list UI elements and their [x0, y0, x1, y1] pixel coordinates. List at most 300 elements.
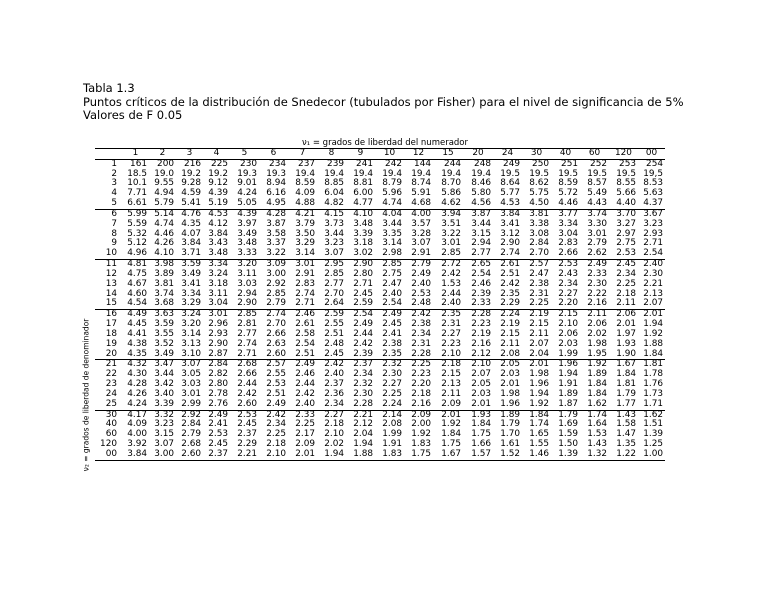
table-cell: 2.77 — [324, 278, 344, 289]
table-cell: 239 — [327, 158, 344, 169]
table-cell: 3.34 — [181, 288, 201, 299]
table-cell: 2.98 — [382, 248, 402, 259]
table-cell: 18.5 — [127, 168, 147, 179]
table-cell: 3.28 — [411, 228, 431, 239]
table-cell: 6.61 — [127, 198, 147, 209]
table-cell: 2.25 — [382, 388, 402, 399]
table-cell: 2.10 — [259, 450, 288, 460]
table-cell: 3.55 — [154, 328, 174, 339]
table-cell: 2.42 — [500, 278, 520, 289]
table-cell: 2.31 — [529, 288, 549, 299]
table-cell: 3.59 — [154, 319, 174, 330]
table-cell: 2.90 — [237, 298, 257, 309]
table-cell: 1.53 — [587, 429, 607, 440]
table-cell: 1.90 — [616, 348, 636, 359]
table-cell: 2.07 — [471, 369, 491, 380]
table-cell: 2.30 — [587, 278, 607, 289]
table-cell: 2.49 — [580, 260, 609, 270]
table-cell: 2.18 — [616, 288, 636, 299]
table-cell: 2.94 — [471, 238, 491, 249]
table-cell: 2.23 — [441, 338, 461, 349]
table-cell: 2.30 — [353, 388, 373, 399]
table-cell: 2.77 — [471, 248, 491, 259]
table-cell: 2.42 — [353, 338, 373, 349]
table-cell: 225 — [211, 158, 228, 169]
table-row — [95, 400, 665, 410]
table-cell: 1.98 — [529, 369, 549, 380]
table-cell: 237 — [298, 158, 315, 169]
table-cell: 2.45 — [353, 288, 373, 299]
table-cell: 5.63 — [643, 188, 663, 199]
table-cell: 2.48 — [411, 298, 431, 309]
table-cell: 2.37 — [346, 360, 375, 370]
row-header: 10 — [105, 248, 117, 259]
table-cell: 2.64 — [324, 298, 344, 309]
table-cell: 2.93 — [208, 328, 228, 339]
table-cell: 3.98 — [149, 260, 176, 270]
table-cell: 2.19 — [500, 319, 520, 330]
table-cell: 2.44 — [441, 288, 461, 299]
table-cell: 2.60 — [266, 348, 286, 359]
table-cell: 8.79 — [382, 178, 402, 189]
table-cell: 3.97 — [237, 218, 257, 229]
table-cell: 1.71 — [643, 398, 663, 409]
table-cell: 2.61 — [493, 260, 522, 270]
table-cell: 1.25 — [643, 439, 663, 450]
table-cell: 3.22 — [441, 228, 461, 239]
column-header: 2 — [159, 148, 166, 158]
table-cell: 2.49 — [288, 360, 317, 370]
table-cell: 4.62 — [441, 198, 461, 209]
table-cell: 2.62 — [587, 248, 607, 259]
table-cell: 3.87 — [266, 218, 286, 229]
table-cell: 3.29 — [295, 238, 315, 249]
table-cell: 2.30 — [643, 268, 663, 279]
table-cell: 2.51 — [295, 348, 315, 359]
table-cell: 2.91 — [295, 268, 315, 279]
table-cell: 3.50 — [295, 228, 315, 239]
table-cell: 6.00 — [353, 188, 373, 199]
row-header: 4 — [111, 188, 117, 199]
table-cell: 2.66 — [558, 248, 578, 259]
table-cell: 4.43 — [587, 198, 607, 209]
table-cell: 10.1 — [127, 178, 147, 189]
table-cell: 5.32 — [127, 228, 147, 239]
table-cell: 2.29 — [237, 439, 257, 450]
table-cell: 2.48 — [324, 338, 344, 349]
table-cell: 3.10 — [181, 348, 201, 359]
table-cell: 3.32 — [149, 410, 176, 420]
table-cell: 3.43 — [208, 238, 228, 249]
table-cell: 2.53 — [266, 379, 286, 390]
table-cell: 2.22 — [587, 288, 607, 299]
table-cell: 1.97 — [616, 328, 636, 339]
table-cell: 4.37 — [643, 198, 663, 209]
table-cell: 230 — [240, 158, 257, 169]
table-cell: 2.25 — [404, 360, 433, 370]
table-cell: 2.28 — [411, 348, 431, 359]
table-cell: 2.72 — [433, 260, 463, 270]
table-cell: 1.59 — [558, 429, 578, 440]
table-cell: 4.39 — [208, 188, 228, 199]
table-cell: 1.94 — [529, 388, 549, 399]
table-cell: 2.03 — [558, 338, 578, 349]
table-cell: 2.85 — [266, 288, 286, 299]
table-cell: 2.05 — [471, 379, 491, 390]
table-cell: 2.79 — [404, 260, 433, 270]
table-cell: 2.85 — [324, 268, 344, 279]
table-cell: 2.44 — [353, 328, 373, 339]
table-cell: 2.01 — [522, 360, 551, 370]
table-cell: 252 — [590, 158, 607, 169]
table-cell: 4.76 — [176, 209, 203, 219]
table-cell: 1.84 — [471, 419, 491, 430]
column-header: 6 — [270, 148, 277, 158]
table-cell: 2.24 — [382, 398, 402, 409]
table-cell: 2.01 — [288, 450, 317, 460]
table-cell: 3.59 — [176, 260, 203, 270]
table-cell: 2.38 — [411, 319, 431, 330]
table-row — [95, 450, 665, 460]
table-cell: 4.30 — [127, 369, 147, 380]
table-cell: 1.93 — [463, 410, 493, 420]
table-cell: 3.37 — [266, 238, 286, 249]
table-cell: 4.12 — [208, 218, 228, 229]
table-cell: 2.19 — [522, 310, 551, 320]
table-cell: 2.75 — [382, 268, 402, 279]
row-header: 12 — [105, 268, 117, 279]
table-cell: 2.34 — [353, 369, 373, 380]
table-cell: 3.52 — [154, 338, 174, 349]
table-cell: 2.40 — [411, 278, 431, 289]
table-cell: 3.68 — [154, 298, 174, 309]
table-cell: 2.83 — [295, 278, 315, 289]
table-cell: 2.30 — [382, 369, 402, 380]
table-cell: 2.85 — [441, 248, 461, 259]
table-cell: 234 — [269, 158, 286, 169]
table-cell: 2.42 — [441, 268, 461, 279]
table-cell: 1.77 — [616, 398, 636, 409]
table-cell: 1.83 — [411, 439, 431, 450]
table-cell: 1.53 — [441, 278, 461, 289]
table-cell: 3.18 — [353, 238, 373, 249]
table-cell: 2.40 — [324, 369, 344, 380]
table-cell: 242 — [385, 158, 402, 169]
table-cell: 5.91 — [411, 188, 431, 199]
table-cell: 9.28 — [181, 178, 201, 189]
table-cell: 4.74 — [154, 218, 174, 229]
table-cell: 2.12 — [471, 348, 491, 359]
table-cell: 2.77 — [237, 328, 257, 339]
table-cell: 2.66 — [237, 369, 257, 380]
table-cell: 4.28 — [127, 379, 147, 390]
table-cell: 2.58 — [295, 328, 315, 339]
table-cell: 2.43 — [558, 268, 578, 279]
table-cell: 2.10 — [324, 429, 344, 440]
table-cell: 1.69 — [558, 419, 578, 430]
row-header: 00 — [95, 450, 122, 460]
row-header: 14 — [105, 288, 117, 299]
table-cell: 1.92 — [441, 419, 461, 430]
table-cell: 2.08 — [382, 419, 402, 430]
table-cell: 1.39 — [551, 450, 580, 460]
table-cell: 3.70 — [609, 209, 638, 219]
table-cell: 1.57 — [463, 450, 493, 460]
table-cell: 2.31 — [411, 338, 431, 349]
table-cell: 2.27 — [382, 379, 402, 390]
table-cell: 2.18 — [324, 419, 344, 430]
table-cell: 2.57 — [522, 260, 551, 270]
table-cell: 8.46 — [471, 178, 491, 189]
table-cell: 2.49 — [203, 410, 230, 420]
table-cell: 2.71 — [295, 298, 315, 309]
table-cell: 2.51 — [266, 388, 286, 399]
table-cell: 3.09 — [259, 260, 288, 270]
table-cell: 2.82 — [208, 369, 228, 380]
table-cell: 2.33 — [587, 268, 607, 279]
table-cell: 1.88 — [346, 450, 375, 460]
table-cell: 2.90 — [208, 338, 228, 349]
table-cell: 3.34 — [203, 260, 230, 270]
table-cell: 4.00 — [127, 429, 147, 440]
table-cell: 2.08 — [500, 348, 520, 359]
table-cell: 1.73 — [643, 388, 663, 399]
table-cell: 2.25 — [295, 419, 315, 430]
table-cell: 2.90 — [500, 238, 520, 249]
table-cell: 4.82 — [324, 198, 344, 209]
table-cell: 2.01 — [500, 379, 520, 390]
table-cell: 248 — [474, 158, 491, 169]
row-header: 25 — [105, 398, 117, 409]
table-cell: 2.85 — [375, 260, 404, 270]
column-header: 24 — [501, 148, 514, 158]
table-cell: 2.06 — [558, 328, 578, 339]
table-cell: 5.77 — [500, 188, 520, 199]
table-cell: 2.29 — [500, 298, 520, 309]
table-cell: 1.35 — [616, 439, 636, 450]
table-cell: 2.51 — [324, 328, 344, 339]
table-cell: 19.4 — [441, 168, 461, 179]
table-cell: 2.78 — [208, 388, 228, 399]
table-cell: 3.44 — [382, 218, 402, 229]
table-cell: 1.96 — [529, 379, 549, 390]
table-cell: 3.48 — [208, 248, 228, 259]
table-cell: 2.94 — [237, 288, 257, 299]
table-cell: 2.54 — [382, 298, 402, 309]
table-cell: 3.04 — [208, 298, 228, 309]
table-cell: 241 — [356, 158, 373, 169]
table-cell: 8.64 — [500, 178, 520, 189]
table-cell: 2.76 — [208, 398, 228, 409]
table-cell: 8.55 — [616, 178, 636, 189]
table-cell: 2.55 — [324, 319, 344, 330]
table-cell: 3.13 — [181, 338, 201, 349]
column-header: 7 — [299, 148, 306, 158]
table-cell: 5.80 — [471, 188, 491, 199]
table-cell: 2.54 — [295, 338, 315, 349]
table-cell: 1.83 — [375, 450, 404, 460]
row-header: 40 — [105, 419, 117, 430]
table-cell: 2.59 — [353, 298, 373, 309]
table-cell: 251 — [561, 158, 578, 169]
table-cell: 2.60 — [176, 450, 203, 460]
table-cell: 2.99 — [181, 398, 201, 409]
table-cell: 3.44 — [154, 369, 174, 380]
table-body — [95, 159, 665, 460]
table-number: Tabla 1.3 — [83, 81, 135, 95]
table-cell: 1.79 — [551, 410, 580, 420]
table-cell: 2.33 — [471, 298, 491, 309]
table-cell: 19.5 — [529, 168, 549, 179]
table-cell: 3.42 — [154, 379, 174, 390]
table-cell: 4.75 — [127, 268, 147, 279]
table-cell: 2.84 — [203, 360, 230, 370]
table-cell: 4.32 — [122, 360, 149, 370]
table-cell: 1.51 — [643, 419, 663, 430]
table-cell: 2.10 — [463, 360, 493, 370]
table-cell: 2.49 — [266, 398, 286, 409]
table-cell: 2.42 — [259, 410, 288, 420]
table-cell: 2.10 — [441, 348, 461, 359]
table-cell: 4.45 — [127, 319, 147, 330]
table-cell: 3.12 — [500, 228, 520, 239]
table-cell: 4.35 — [127, 348, 147, 359]
table-cell: 1.74 — [580, 410, 609, 420]
table-cell: 1.94 — [643, 319, 663, 330]
table-cell: 3.74 — [154, 288, 174, 299]
table-cell: 2.02 — [587, 328, 607, 339]
table-cell: 1.92 — [411, 429, 431, 440]
f-distribution-table — [95, 148, 665, 461]
table-cell: 2.91 — [411, 248, 431, 259]
table-cell: 8.70 — [441, 178, 461, 189]
table-cell: 4.07 — [181, 228, 201, 239]
table-cell: 2.60 — [237, 398, 257, 409]
table-cell: 5.66 — [616, 188, 636, 199]
table-cell: 5.19 — [208, 198, 228, 209]
table-cell: 3.07 — [411, 238, 431, 249]
table-cell: 1.92 — [580, 360, 609, 370]
table-cell: 253 — [619, 158, 636, 169]
table-cell: 3.14 — [295, 248, 315, 259]
table-cell: 2.53 — [230, 410, 259, 420]
table-cell: 2.11 — [529, 328, 549, 339]
table-cell: 4.15 — [317, 209, 346, 219]
table-cell: 2.95 — [317, 260, 346, 270]
table-cell: 4.53 — [203, 209, 230, 219]
table-cell: 3.01 — [203, 310, 230, 320]
table-cell: 3.41 — [500, 218, 520, 229]
table-cell: 19.3 — [266, 168, 286, 179]
row-header: 17 — [105, 319, 117, 330]
column-header: 20 — [472, 148, 484, 158]
table-cell: 144 — [414, 158, 431, 169]
column-header: 40 — [559, 148, 572, 158]
table-cell: 2.23 — [471, 319, 491, 330]
table-cell: 2.71 — [353, 278, 373, 289]
table-cell: 2.63 — [266, 338, 286, 349]
table-cell: 2.41 — [208, 419, 228, 430]
table-cell: 4.41 — [127, 328, 147, 339]
table-cell: 3.02 — [353, 248, 373, 259]
table-cell: 2.15 — [441, 369, 461, 380]
table-cell: 2.35 — [500, 288, 520, 299]
table-cell: 2.37 — [203, 450, 230, 460]
table-row — [95, 299, 665, 309]
table-cell: 4.26 — [154, 238, 174, 249]
table-cell: 2.54 — [643, 248, 663, 259]
table-cell: 2.03 — [471, 388, 491, 399]
table-cell: 4.49 — [122, 310, 149, 320]
table-cell: 3.94 — [433, 209, 463, 219]
row-header: 11 — [95, 260, 122, 270]
table-cell: 4.39 — [230, 209, 259, 219]
table-cell: 1.89 — [493, 410, 522, 420]
row-header: 9 — [111, 238, 117, 249]
table-cell: 19.4 — [382, 168, 402, 179]
table-row — [95, 350, 665, 360]
table-cell: 3.08 — [529, 228, 549, 239]
table-cell: 3.23 — [154, 419, 174, 430]
table-cell: 3.40 — [154, 388, 174, 399]
table-cell: 4.59 — [181, 188, 201, 199]
table-cell: 3.01 — [587, 228, 607, 239]
column-header: 1 — [132, 148, 139, 158]
table-cell: 2.38 — [529, 278, 549, 289]
table-cell: 1.84 — [522, 410, 551, 420]
table-cell: 1.66 — [471, 439, 491, 450]
table-cell: 2.20 — [558, 298, 578, 309]
column-header: 4 — [213, 148, 220, 158]
table-cell: 4.77 — [353, 198, 373, 209]
table-cell: 8.94 — [266, 178, 286, 189]
table-cell: 1.70 — [500, 429, 520, 440]
table-cell: 2.27 — [317, 410, 346, 420]
table-cell: 3.47 — [149, 360, 176, 370]
table-cell: 2.11 — [441, 388, 461, 399]
table-cell: 5.96 — [382, 188, 402, 199]
table-cell: 2.47 — [529, 268, 549, 279]
table-cell: 2.06 — [609, 310, 638, 320]
table-cell: 3.44 — [471, 218, 491, 229]
table-cell: 2.09 — [404, 410, 433, 420]
table-cell: 1.67 — [433, 450, 463, 460]
row-header: 120 — [100, 439, 117, 450]
table-cell: 2.42 — [317, 360, 346, 370]
table-cell: 2.70 — [266, 319, 286, 330]
table-cell: 2.83 — [558, 238, 578, 249]
table-cell: 8.74 — [411, 178, 431, 189]
table-cell: 2.28 — [463, 310, 493, 320]
table-cell: 1.96 — [551, 360, 580, 370]
table-cell: 4.67 — [127, 278, 147, 289]
table-cell: 2.41 — [382, 328, 402, 339]
table-cell: 2.59 — [317, 310, 346, 320]
column-header: 30 — [530, 148, 543, 158]
table-cell: 1.55 — [529, 439, 549, 450]
table-cell: 3.24 — [176, 310, 203, 320]
table-cell: 3.35 — [382, 228, 402, 239]
table-cell: 2.14 — [375, 410, 404, 420]
table-cell: 2.40 — [295, 398, 315, 409]
table-cell: 1.94 — [317, 450, 346, 460]
table-cell: 2.80 — [353, 268, 373, 279]
table-cell: 200 — [157, 158, 174, 169]
table-cell: 2.33 — [288, 410, 317, 420]
table-cell: 3.15 — [471, 228, 491, 239]
table-cell: 5.86 — [441, 188, 461, 199]
table-cell: 2.38 — [382, 338, 402, 349]
